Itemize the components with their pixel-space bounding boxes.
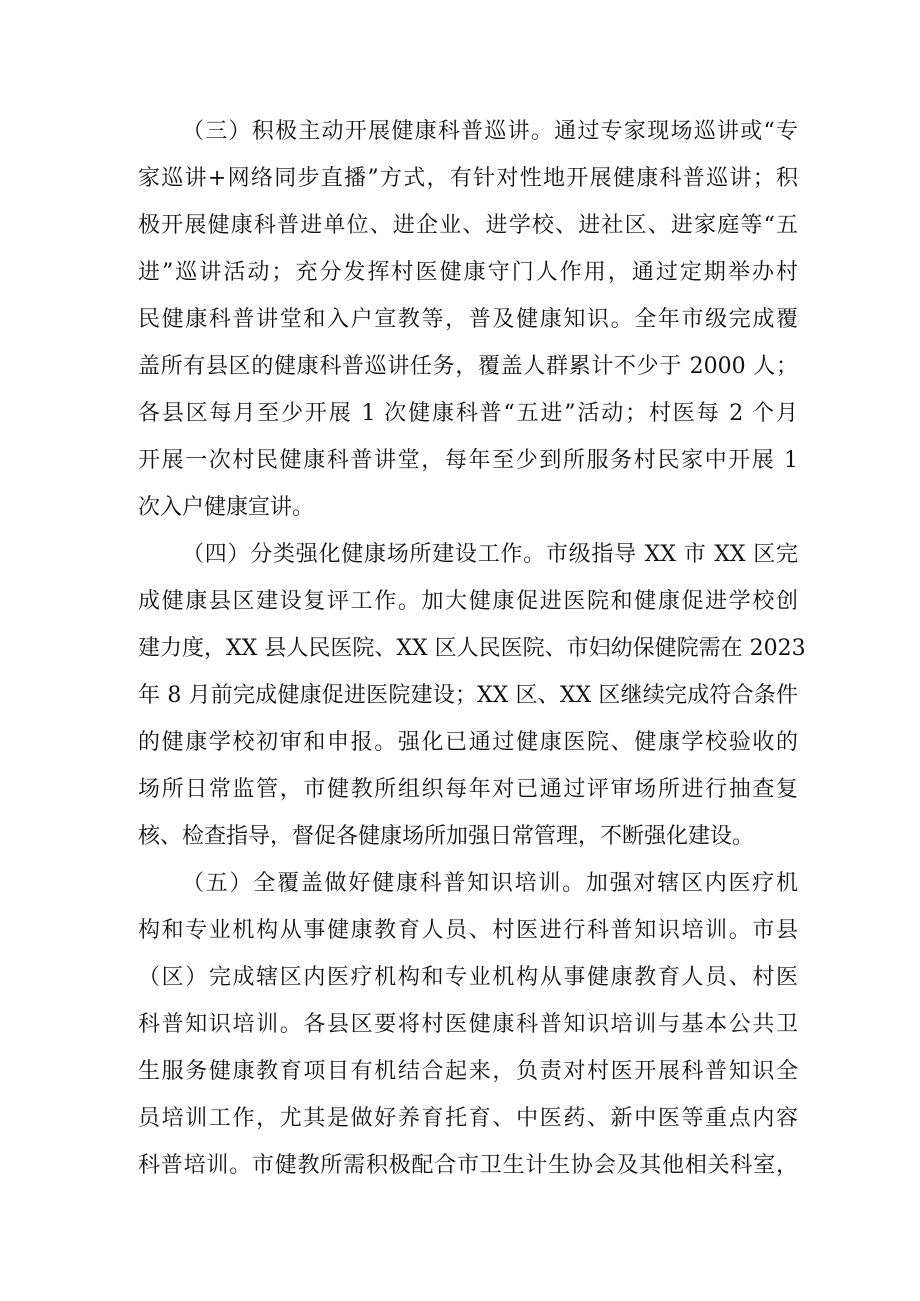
paragraph-4-line-4: 年 8 月前完成健康促进医院建设；XX 区、XX 区继续完成符合条件 — [138, 683, 798, 708]
paragraph-3-line-1: （三）积极主动开展健康科普巡讲。通过专家现场巡讲或“专 — [182, 119, 798, 144]
document-body — [138, 108, 806, 1189]
paragraph-4-line-2: 成健康县区建设复评工作。加大健康促进医院和健康促进学校创 — [138, 589, 798, 614]
paragraph-5-line-1: （五）全覆盖做好健康科普知识培训。加强对辖区内医疗机 — [182, 871, 798, 896]
paragraph-5-line-4: 科普知识培训。各县区要将村医健康科普知识培训与基本公共卫 — [138, 1012, 798, 1037]
paragraph-5-line-6: 员培训工作，尤其是做好养育托育、中医药、新中医等重点内容 — [138, 1106, 798, 1131]
paragraph-4-line-1: （四）分类强化健康场所建设工作。市级指导 XX 市 XX 区完 — [182, 542, 798, 567]
paragraph-3-line-4: 进”巡讲活动；充分发挥村医健康守门人作用，通过定期举办村 — [138, 260, 798, 285]
paragraph-3-line-2: 家巡讲+网络同步直播”方式，有针对性地开展健康科普巡讲；积 — [138, 166, 798, 191]
paragraph-5-line-3: （区）完成辖区内医疗机构和专业机构从事健康教育人员、村医 — [138, 965, 798, 990]
paragraph-4-line-3: 建力度，XX 县人民医院、XX 区人民医院、市妇幼保健院需在 2023 — [138, 636, 806, 661]
paragraph-3-line-8: 开展一次村民健康科普讲堂，每年至少到所服务村民家中开展 1 — [138, 448, 798, 473]
paragraph-3-line-5: 民健康科普讲堂和入户宣教等，普及健康知识。全年市级完成覆 — [138, 307, 798, 332]
paragraph-4-line-5: 的健康学校初审和申报。强化已通过健康医院、健康学校验收的 — [138, 730, 798, 755]
paragraph-3-line-3: 极开展健康科普进单位、进企业、进学校、进社区、进家庭等“五 — [138, 213, 798, 238]
paragraph-5-line-2: 构和专业机构从事健康教育人员、村医进行科普知识培训。市县 — [138, 918, 798, 943]
paragraph-3-line-7: 各县区每月至少开展 1 次健康科普“五进”活动；村医每 2 个月 — [138, 401, 798, 426]
paragraph-3-line-6: 盖所有县区的健康科普巡讲任务，覆盖人群累计不少于 2000 人； — [138, 354, 798, 379]
paragraph-5-line-7: 科普培训。市健教所需积极配合市卫生计生协会及其他相关科室， — [138, 1153, 798, 1178]
paragraph-5-line-5: 生服务健康教育项目有机结合起来，负责对村医开展科普知识全 — [138, 1059, 798, 1084]
paragraph-3-line-9: 次入户健康宣讲。 — [138, 495, 315, 520]
paragraph-4-line-6: 场所日常监管，市健教所组织每年对已通过评审场所进行抽查复 — [138, 777, 798, 802]
paragraph-4-line-7: 核、检查指导，督促各健康场所加强日常管理，不断强化建设。 — [138, 824, 755, 849]
